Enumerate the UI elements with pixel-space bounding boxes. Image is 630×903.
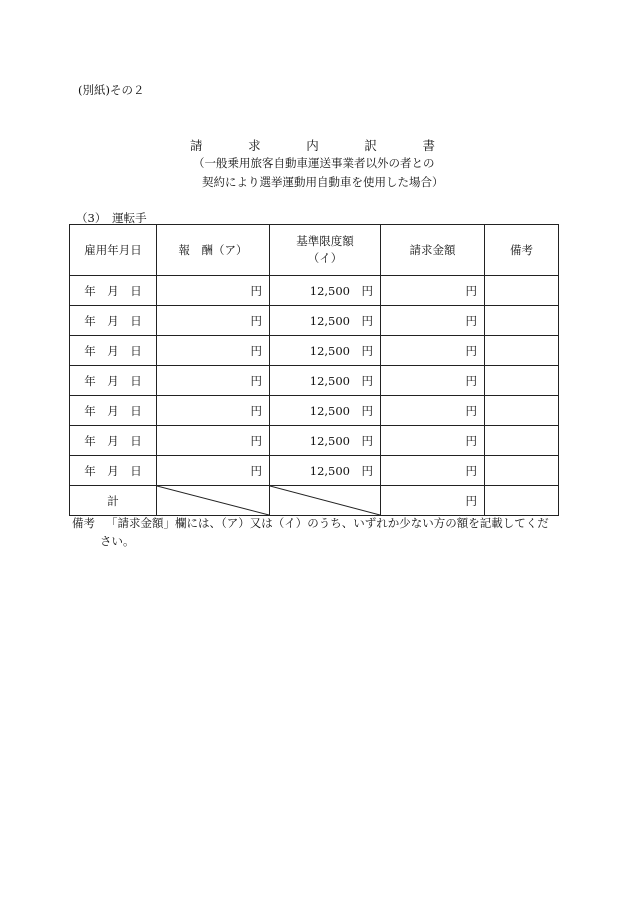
subtitle-line-2: 契約により選挙運動用自動車を使用した場合）	[202, 175, 444, 189]
total-label: 計	[70, 486, 157, 516]
cell-employment-date: 年 月 日	[70, 336, 157, 366]
header-standard-limit-line-2: （イ）	[307, 251, 343, 265]
cell-remarks	[485, 396, 559, 426]
remarks-note	[72, 514, 562, 550]
cell-pay: 円	[157, 456, 270, 486]
table-row	[70, 426, 559, 456]
table-header-row	[70, 225, 559, 276]
header-standard-limit-line-1: 基準限度額	[296, 234, 354, 248]
header-remarks: 備考	[485, 225, 559, 276]
total-claim-amount: 円	[381, 486, 485, 516]
title-char: 求	[248, 138, 261, 153]
cell-employment-date: 年 月 日	[70, 366, 157, 396]
title-char: 書	[422, 138, 435, 153]
header-standard-limit	[270, 225, 381, 276]
header-pay: 報 酬（ア）	[157, 225, 270, 276]
cell-remarks	[485, 426, 559, 456]
title-char: 内	[306, 138, 319, 153]
cell-remarks	[485, 276, 559, 306]
table-row	[70, 306, 559, 336]
cell-claim-amount: 円	[381, 306, 485, 336]
remarks-note-text: 「請求金額」欄には、（ア）又は（イ）のうち、いずれか少ない方の額を記載してくだ	[106, 516, 549, 530]
limit-total-blank-diagonal	[270, 486, 381, 516]
cell-claim-amount: 円	[381, 456, 485, 486]
section-label: （3） 運転手	[76, 211, 147, 225]
diagonal-line	[157, 486, 269, 515]
cell-pay: 円	[157, 366, 270, 396]
cell-standard-limit: 12,500 円	[270, 306, 381, 336]
table-row	[70, 336, 559, 366]
remarks-note-line-2: さい。	[100, 534, 135, 548]
cell-remarks	[485, 306, 559, 336]
title-char: 訳	[364, 138, 377, 153]
cell-pay: 円	[157, 306, 270, 336]
table-row	[70, 396, 559, 426]
cell-remarks	[485, 456, 559, 486]
remarks-note-line-1	[72, 514, 562, 532]
cell-standard-limit: 12,500 円	[270, 336, 381, 366]
document-title	[190, 136, 435, 154]
title-char: 請	[190, 138, 203, 153]
cell-pay: 円	[157, 426, 270, 456]
cell-standard-limit: 12,500 円	[270, 366, 381, 396]
total-row	[70, 486, 559, 516]
header-employment-date: 雇用年月日	[70, 225, 157, 276]
table-row	[70, 366, 559, 396]
cell-claim-amount: 円	[381, 396, 485, 426]
header-claim-amount: 請求金額	[381, 225, 485, 276]
table-row	[70, 276, 559, 306]
cell-claim-amount: 円	[381, 276, 485, 306]
attachment-label: (別紙)その２	[78, 83, 145, 97]
cell-employment-date: 年 月 日	[70, 306, 157, 336]
cell-employment-date: 年 月 日	[70, 426, 157, 456]
cell-pay: 円	[157, 276, 270, 306]
cell-remarks	[485, 366, 559, 396]
claim-breakdown-table	[69, 224, 559, 516]
remarks-note-head: 備考	[72, 516, 95, 530]
cell-employment-date: 年 月 日	[70, 396, 157, 426]
subtitle-line-1: （一般乗用旅客自動車運送事業者以外の者との	[193, 156, 435, 170]
cell-pay: 円	[157, 396, 270, 426]
cell-employment-date: 年 月 日	[70, 456, 157, 486]
diagonal-line	[270, 486, 380, 515]
table-row	[70, 456, 559, 486]
cell-pay: 円	[157, 336, 270, 366]
cell-remarks	[485, 336, 559, 366]
cell-claim-amount: 円	[381, 336, 485, 366]
cell-employment-date: 年 月 日	[70, 276, 157, 306]
cell-standard-limit: 12,500 円	[270, 396, 381, 426]
total-remarks	[485, 486, 559, 516]
cell-standard-limit: 12,500 円	[270, 456, 381, 486]
cell-claim-amount: 円	[381, 366, 485, 396]
cell-claim-amount: 円	[381, 426, 485, 456]
cell-standard-limit: 12,500 円	[270, 426, 381, 456]
cell-standard-limit: 12,500 円	[270, 276, 381, 306]
pay-total-blank-diagonal	[157, 486, 270, 516]
